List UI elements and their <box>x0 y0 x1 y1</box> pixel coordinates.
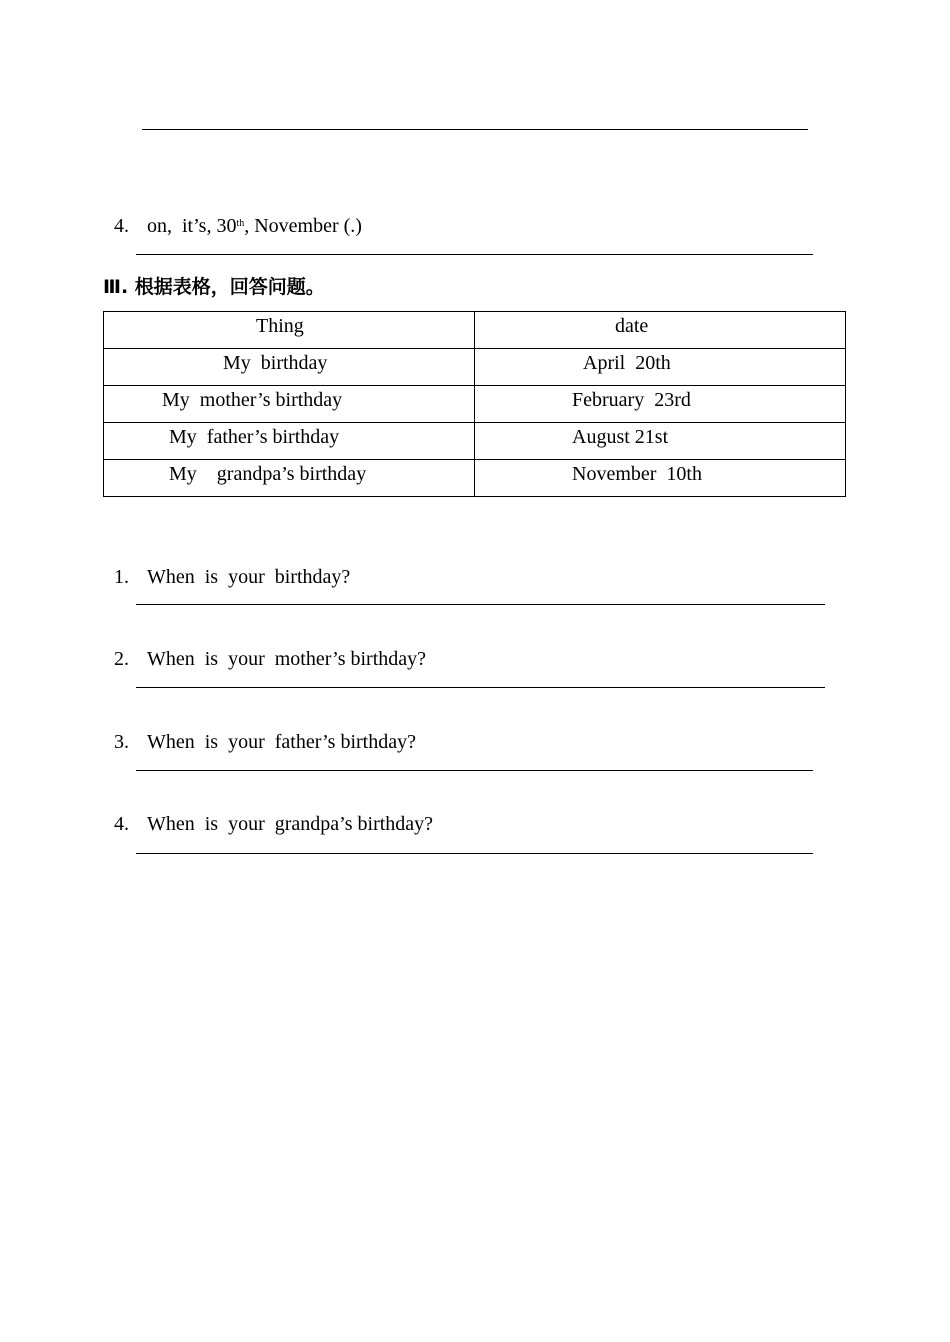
answer-line-reorder-4[interactable] <box>136 254 813 255</box>
question-text: When is your grandpa’s birthday? <box>147 813 434 835</box>
table-cell-date: February 23rd <box>475 386 846 423</box>
answer-line-4[interactable] <box>136 853 813 854</box>
question-2 <box>104 623 426 671</box>
header-thing: Thing <box>104 312 475 349</box>
table-row <box>104 386 846 423</box>
section-title: Ⅲ. 根据表格，回答问题。 <box>103 276 325 298</box>
question-number: 4. <box>114 813 129 835</box>
question-text: When is your birthday? <box>147 566 351 588</box>
table-cell-thing: My father’s birthday <box>104 423 475 460</box>
answer-line-3[interactable] <box>136 770 813 771</box>
question-text-before: on, it’s, 30 <box>147 215 237 237</box>
header-date: date <box>475 312 846 349</box>
table-cell-date: November 10th <box>475 460 846 497</box>
question-text-after: , November (.) <box>244 215 362 237</box>
question-number: 4. <box>114 215 129 237</box>
question-text: When is your father’s birthday? <box>147 731 416 753</box>
ordinal-superscript: th <box>236 218 245 229</box>
table-cell-thing: My grandpa’s birthday <box>104 460 475 497</box>
question-number: 1. <box>114 566 129 588</box>
answer-line-1[interactable] <box>136 604 825 605</box>
birthday-table <box>103 311 846 497</box>
question-3 <box>104 706 416 754</box>
answer-line-2[interactable] <box>136 687 825 688</box>
question-number: 3. <box>114 731 129 753</box>
answer-line-prev[interactable] <box>142 129 808 130</box>
table-header-row <box>104 312 846 349</box>
table-cell-date: April 20th <box>475 349 846 386</box>
table-row <box>104 349 846 386</box>
question-number: 2. <box>114 648 129 670</box>
question-4 <box>104 788 433 836</box>
table-cell-thing: My mother’s birthday <box>104 386 475 423</box>
reorder-question-4 <box>104 190 362 238</box>
table-row <box>104 460 846 497</box>
table-cell-date: August 21st <box>475 423 846 460</box>
table-row <box>104 423 846 460</box>
question-text: When is your mother’s birthday? <box>147 648 427 670</box>
table-cell-thing: My birthday <box>104 349 475 386</box>
question-1 <box>104 541 350 589</box>
